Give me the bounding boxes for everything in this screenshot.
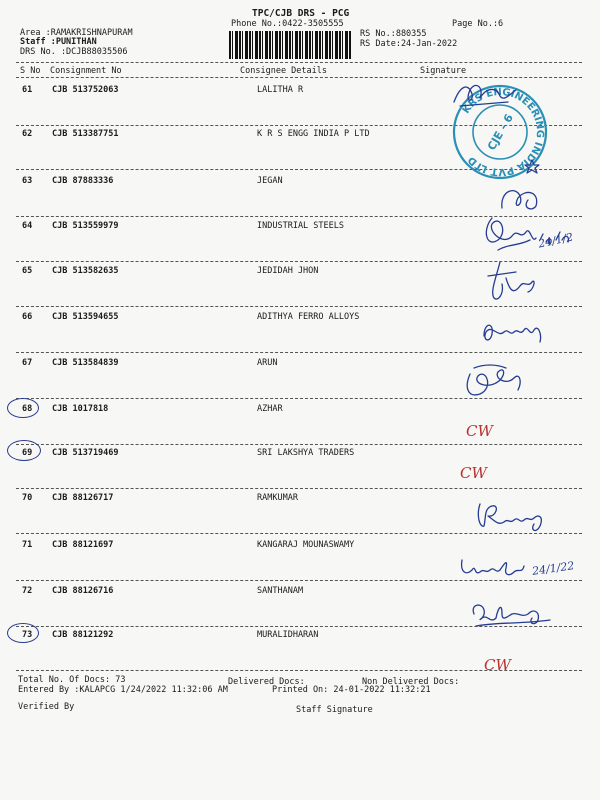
row-sno: 70 <box>22 493 33 503</box>
cw-mark: CW <box>484 656 511 674</box>
row-consignment-no: CJB 87883336 <box>52 176 114 186</box>
row-consignment-no: CJB 88121292 <box>52 630 114 640</box>
row-sno: 68 <box>22 404 33 414</box>
handwritten-date: 24/1/2 <box>537 230 575 251</box>
row-divider <box>16 488 582 489</box>
signature-row-67 <box>460 354 530 402</box>
table-row <box>0 630 600 644</box>
page-number: Page No.:6 <box>452 19 504 29</box>
row-consignment-no: CJB 1017818 <box>52 404 109 414</box>
row-consignee: MURALIDHARAN <box>257 630 319 640</box>
signature-row-61 <box>450 76 520 112</box>
row-consignee: JEGAN <box>257 176 283 186</box>
row-consignee: INDUSTRIAL STEELS <box>257 221 344 231</box>
total-docs: Total No. Of Docs: 73 <box>18 675 126 685</box>
circle-mark <box>7 440 41 461</box>
row-consignee: ADITHYA FERRO ALLOYS <box>257 312 360 322</box>
area-label: Area :RAMAKRISHNAPURAM <box>20 28 133 38</box>
rs-date: RS Date:24-Jan-2022 <box>360 39 458 49</box>
row-consignee: SRI LAKSHYA TRADERS <box>257 448 355 458</box>
row-consignee: RAMKUMAR <box>257 493 298 503</box>
svg-text:KRS ENGINEERING INDIA PVT LTD: KRS ENGINEERING INDIA PVT LTD <box>460 86 546 178</box>
circle-mark <box>7 398 39 418</box>
row-consignment-no: CJB 513594655 <box>52 312 119 322</box>
phone-number: Phone No.:0422-3505555 <box>231 19 344 29</box>
row-consignment-no: CJB 88126717 <box>52 493 114 503</box>
drs-number: DRS No. :DCJB88035506 <box>20 47 128 57</box>
col-signature: Signature <box>420 66 467 76</box>
row-sno: 72 <box>22 586 33 596</box>
row-consignment-no: CJB 513582635 <box>52 266 119 276</box>
row-consignee: K R S ENGG INDIA P LTD <box>257 129 370 139</box>
table-row <box>0 404 600 418</box>
row-consignment-no: CJB 88126716 <box>52 586 114 596</box>
row-sno: 62 <box>22 129 33 139</box>
non-delivered-docs: Non Delivered Docs: <box>362 677 460 687</box>
row-consignee: KANGARAJ MOUNASWAMY <box>257 540 355 550</box>
report-title: TPC/CJB DRS - PCG <box>252 8 350 19</box>
row-sno: 73 <box>22 630 33 640</box>
svg-text:CJE - 6: CJE - 6 <box>484 111 516 153</box>
rs-number: RS No.:880355 <box>360 29 427 39</box>
signature-row-70 <box>474 496 554 536</box>
signature-row-72 <box>468 596 558 632</box>
barcode-image <box>229 31 351 59</box>
row-sno: 61 <box>22 85 33 95</box>
col-sno: S No <box>20 66 41 76</box>
col-consignment: Consignment No <box>50 66 122 76</box>
row-consignee: SANTHANAM <box>257 586 304 596</box>
handwritten-date: 24/1/22 <box>531 559 576 578</box>
row-consignment-no: CJB 513559979 <box>52 221 119 231</box>
row-consignee: LALITHA R <box>257 85 304 95</box>
row-consignee: AZHAR <box>257 404 283 414</box>
row-consignee: ARUN <box>257 358 278 368</box>
row-divider <box>16 444 582 445</box>
divider <box>16 670 582 671</box>
verified-by: Verified By <box>18 702 75 712</box>
divider <box>16 62 582 63</box>
entered-by: Entered By :KALAPCG 1/24/2022 11:32:06 AM <box>18 685 228 695</box>
row-sno: 63 <box>22 176 33 186</box>
row-consignment-no: CJB 513752063 <box>52 85 119 95</box>
staff-signature-label: Staff Signature <box>296 705 373 715</box>
row-sno: 71 <box>22 540 33 550</box>
row-sno: 66 <box>22 312 33 322</box>
row-sno: 67 <box>22 358 33 368</box>
cw-mark: CW <box>466 422 493 440</box>
signature-row-65 <box>480 258 540 304</box>
row-divider <box>16 306 582 307</box>
table-row <box>0 448 600 462</box>
col-consignee: Consignee Details <box>240 66 327 76</box>
circle-mark <box>7 623 39 643</box>
cw-mark: CW <box>460 464 487 482</box>
row-consignment-no: CJB 513719469 <box>52 448 119 458</box>
row-divider <box>16 352 582 353</box>
row-sno: 65 <box>22 266 33 276</box>
row-sno: 69 <box>22 448 33 458</box>
delivered-docs: Delivered Docs: <box>228 677 305 687</box>
staff-label: Staff :PUNITHAN <box>20 37 97 47</box>
row-consignment-no: CJB 513584839 <box>52 358 119 368</box>
row-sno: 64 <box>22 221 33 231</box>
row-consignment-no: CJB 88121697 <box>52 540 114 550</box>
signature-row-71 <box>458 546 528 582</box>
row-consignee: JEDIDAH JHON <box>257 266 319 276</box>
printed-on: Printed On: 24-01-2022 11:32:21 <box>272 685 431 695</box>
signature-row-66 <box>478 314 548 348</box>
row-consignment-no: CJB 513387751 <box>52 129 119 139</box>
